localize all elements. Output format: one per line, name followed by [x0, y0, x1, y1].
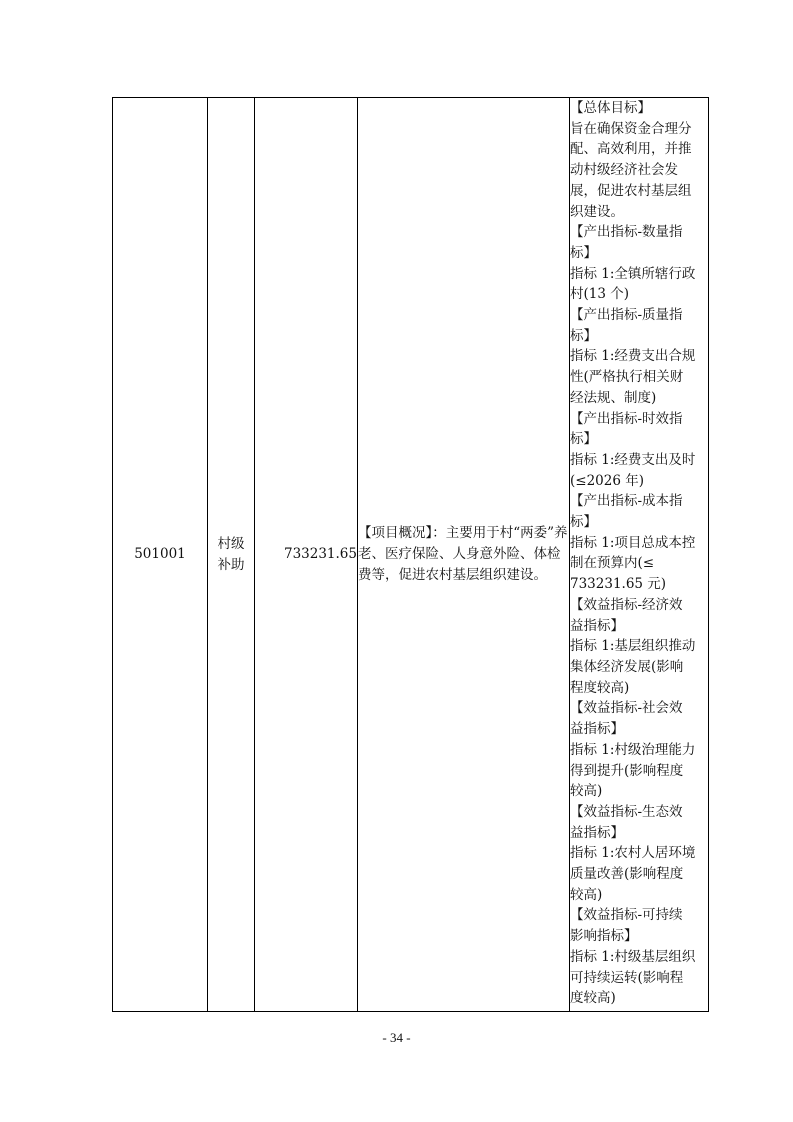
goal-line: 织建设。	[570, 203, 624, 220]
goal-line: 【产出指标-时效指	[570, 410, 683, 427]
goal-line: 制在预算内(≤	[570, 555, 655, 572]
project-code-cell: 501001	[113, 98, 208, 1012]
goal-line: (≤2026 年)	[570, 472, 644, 489]
goal-line: 指标 1:全镇所辖行政	[570, 265, 696, 282]
project-type-cell	[208, 98, 255, 1012]
goal-line: 配、高效利用，并推	[570, 141, 692, 158]
goal-line: 指标 1:经费支出及时	[570, 451, 696, 468]
goal-line: 【总体目标】	[570, 100, 651, 116]
amount-cell: 733231.65	[255, 98, 358, 1012]
goal-line: 益指标】	[570, 721, 624, 738]
page-number: - 34 -	[382, 1030, 411, 1045]
goal-line: 展，促进农村基层组	[570, 182, 692, 199]
goal-line: 标】	[570, 431, 597, 448]
goal-line: 指标 1:基层组织推动	[570, 638, 696, 655]
goal-line: 影响指标】	[570, 928, 638, 945]
goal-line: 益指标】	[570, 617, 624, 634]
goal-line: 指标 1:农村人居环境	[570, 845, 696, 862]
goal-line: 动村级经济社会发	[570, 162, 678, 179]
goal-line: 益指标】	[570, 824, 624, 841]
goal-line: 【效益指标-经济效	[570, 596, 683, 613]
goal-line: 【效益指标-社会效	[570, 700, 683, 717]
goal-line: 性(严格执行相关财	[570, 369, 684, 386]
goal-line: 【产出指标-数量指	[570, 224, 683, 241]
goal-line: 指标 1:村级基层组织	[570, 948, 696, 965]
goal-line: 度较高)	[570, 990, 616, 1007]
goal-line: 质量改善(影响程度	[570, 866, 684, 883]
project-overview-cell: 【项目概况】：主要用于村“两委”养老、医疗保险、人身意外险、体检费等，促进农村基层组织建设。	[358, 98, 570, 1012]
budget-table	[112, 97, 709, 1012]
goal-line: 指标 1:村级治理能力	[570, 741, 696, 758]
goal-line: 【产出指标-质量指	[570, 307, 683, 324]
goal-line: 标】	[570, 327, 597, 344]
goal-line: 得到提升(影响程度	[570, 762, 684, 779]
table-row	[113, 98, 709, 1012]
goal-line: 经法规、制度)	[570, 389, 657, 406]
goal-line: 可持续运转(影响程	[570, 969, 684, 986]
performance-goals-cell	[570, 98, 709, 1012]
goal-line: 指标 1:经费支出合规	[570, 348, 696, 365]
goal-line: 旨在确保资金合理分	[570, 120, 692, 137]
goal-line: 集体经济发展(影响	[570, 658, 684, 675]
goal-line: 标】	[570, 514, 597, 531]
goal-line: 733231.65 元)	[570, 576, 667, 593]
goal-line: 指标 1:项目总成本控	[570, 534, 696, 551]
goal-line: 较高)	[570, 783, 603, 800]
goal-line: 较高)	[570, 886, 603, 903]
goal-line: 【效益指标-生态效	[570, 803, 683, 820]
goal-line: 【产出指标-成本指	[570, 493, 683, 510]
goal-line: 标】	[570, 244, 597, 261]
goal-line: 村(13 个)	[570, 286, 630, 303]
goal-line: 程度较高)	[570, 679, 630, 696]
goal-line: 【效益指标-可持续	[570, 907, 683, 924]
project-type-line: 村级	[217, 535, 245, 552]
project-type-line: 补助	[217, 556, 245, 573]
